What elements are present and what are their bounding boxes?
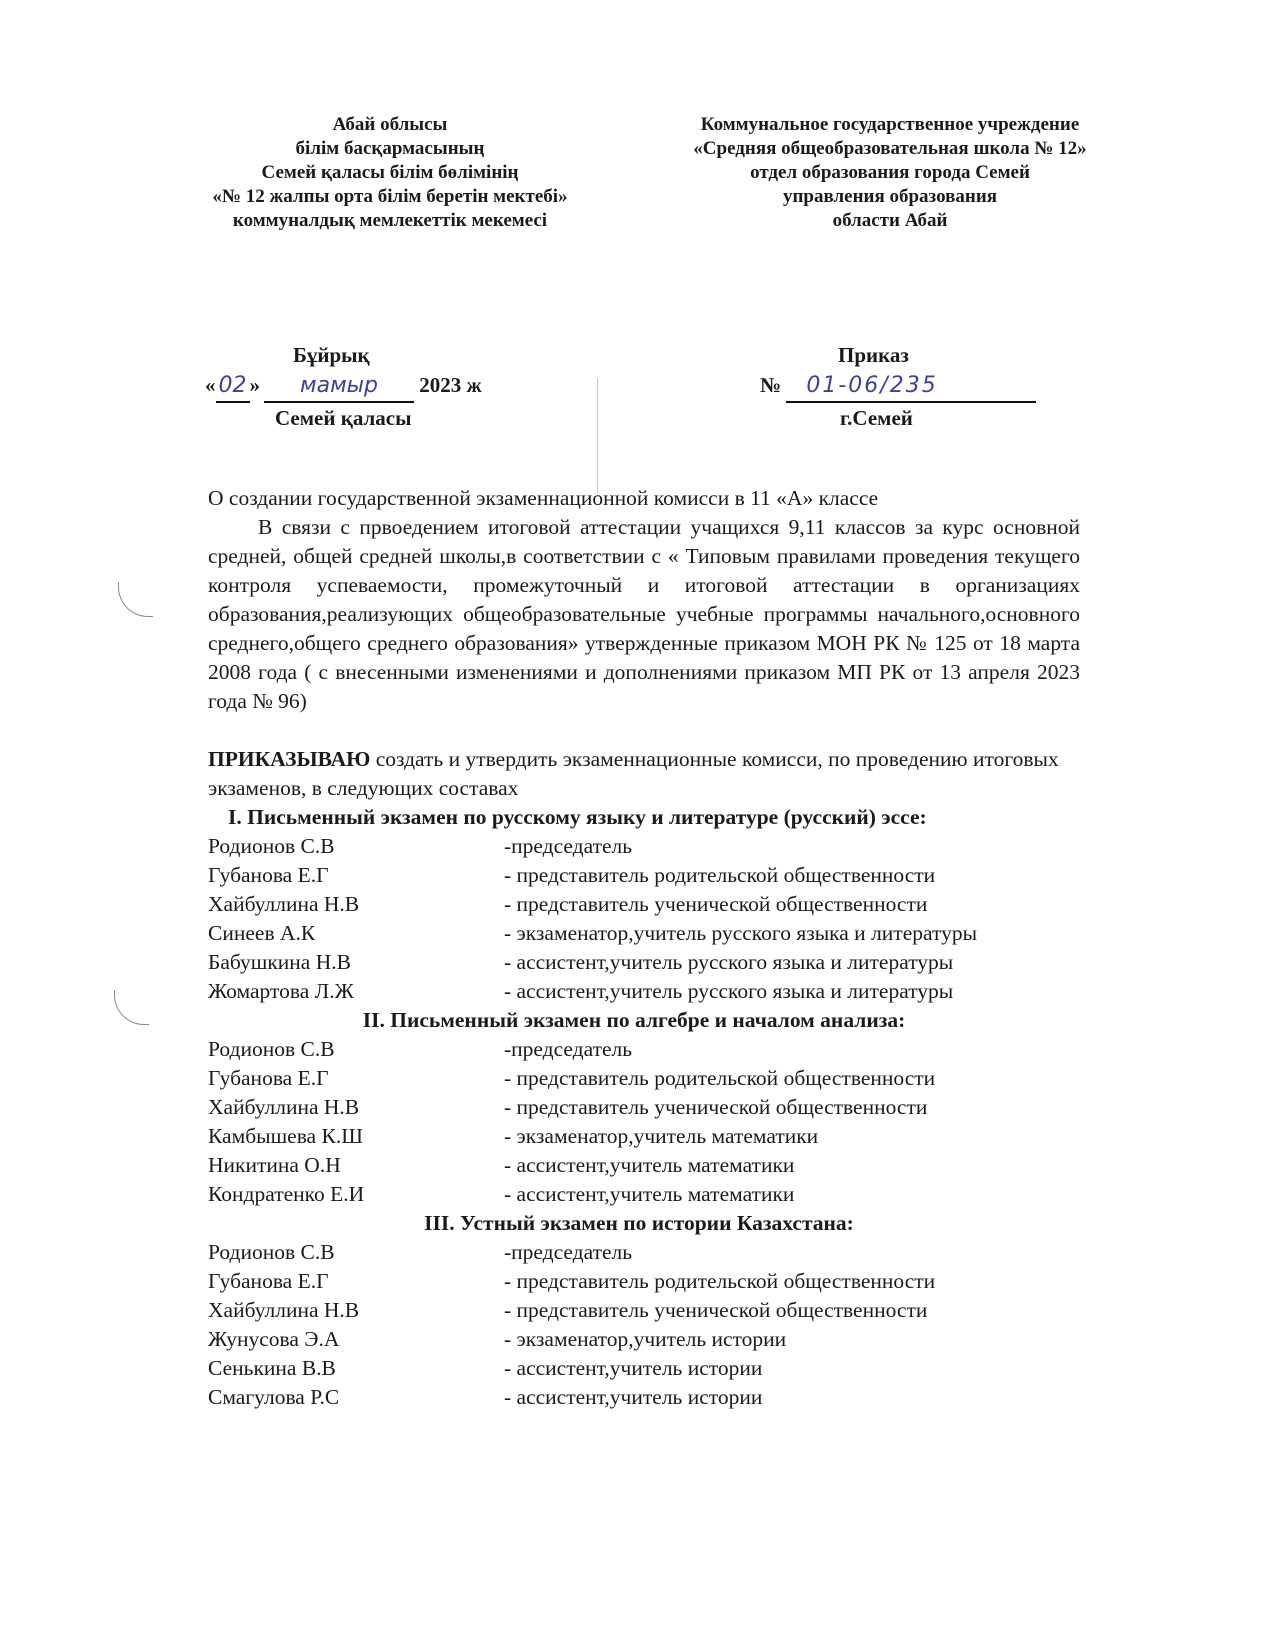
member-role: - представитель ученической общественности [504,1095,928,1119]
header-line: управления образования [782,186,998,207]
header-line: Семей қаласы білім бөлімінің [261,162,519,183]
member-name: Хайбуллина Н.В [208,1095,360,1119]
document-body [208,484,1080,1412]
section-title-russian-exam: I. Письменный экзамен по русскому языку и литературе (русский) эссе: [228,805,927,829]
date-open-quote: « [205,373,216,397]
member-role: - ассистент,учитель математики [504,1153,795,1177]
member-name: Никитина О.Н [208,1153,341,1177]
member-role: -председатель [504,834,633,858]
header-line: коммуналдық мемлекеттік мекемесі [232,210,548,231]
member-name: Сенькина В.В [208,1356,336,1380]
scan-fold-line [597,378,598,493]
member-name: Родионов С.В [208,1240,335,1264]
number-label: № [760,373,782,397]
header-russian [640,113,1140,233]
member-role: -председатель [504,1037,633,1061]
member-name: Жунусова Э.А [208,1327,340,1351]
list-item [208,1296,1080,1325]
header-line: Коммунальное государственное учреждение [700,114,1080,135]
header-line: области Абай [832,210,948,231]
member-name: Синеев А.К [208,921,316,945]
list-item [208,832,1080,861]
punch-hole-mark [114,990,149,1025]
member-role: - представитель ученической общественности [504,1298,928,1322]
commission-list-russian [208,832,1080,1006]
list-item [208,977,1080,1006]
header-line: «№ 12 жалпы орта білім беретін мектебі» [212,186,568,207]
member-role: - ассистент,учитель истории [504,1385,763,1409]
member-name: Губанова Е.Г [208,863,329,887]
list-item [208,1267,1080,1296]
member-role: - представитель родительской общественности [504,1269,936,1293]
member-role: - экзаменатор,учитель истории [504,1327,787,1351]
list-item [208,861,1080,890]
list-item [208,890,1080,919]
member-name: Камбышева К.Ш [208,1124,363,1148]
member-role: - представитель родительской общественности [504,1066,936,1090]
member-role: - ассистент,учитель истории [504,1356,763,1380]
list-item [208,919,1080,948]
member-role: - ассистент,учитель математики [504,1182,795,1206]
order-keyword: ПРИКАЗЫВАЮ [208,747,371,771]
order-statement-text: создать и утвердить экзаменнационные комисси, по проведению итоговых экзаменов, в следующих составах [208,747,1059,800]
list-item [208,948,1080,977]
list-item [208,1383,1080,1412]
punch-hole-mark [118,582,153,617]
member-role: - представитель ученической общественности [504,892,928,916]
order-city-kazakh: Семей қаласы [275,406,412,430]
member-name: Родионов С.В [208,1037,335,1061]
header-line: «Средняя общеобразовательная школа № 12» [693,138,1087,159]
list-item [208,1238,1080,1267]
handwritten-order-number: 01-06/235 [786,371,1036,403]
header-kazakh [150,113,630,233]
member-name: Родионов С.В [208,834,335,858]
member-role: - ассистент,учитель русского языка и литературы [504,979,954,1003]
header-line: білім басқармасының [295,138,485,159]
handwritten-month: мамыр [264,371,414,403]
order-date [205,370,545,403]
date-year: 2023 ж [419,373,482,397]
preamble-paragraph: В связи с првоедением итоговой аттестации учащихся 9,11 классов за курс основной средней, общей средней школы,в соответствии с « Типовым правилами проведения текущего контроля успеваемости, промежуточный и итоговой аттестации в организациях образования,реализующих общеобразовательные учебные программы начального,основного среднего,общего среднего образования» утвержденные приказом МОН РК № 125 от 18 марта 2008 года ( с внесенными изменениями и дополнениями приказом МП РК от 13 апреля 2023 года № 96) [208,515,1080,713]
list-item [208,1064,1080,1093]
order-city-russian: г.Семей [840,406,913,430]
order-block-russian [760,340,1060,433]
list-item [208,1122,1080,1151]
commission-list-algebra [208,1035,1080,1209]
order-number [760,370,1060,403]
member-name: Хайбуллина Н.В [208,892,360,916]
order-statement [208,745,1080,803]
member-name: Жомартова Л.Ж [208,979,354,1003]
handwritten-day: 02 [216,371,250,403]
member-role: - представитель родительской общественности [504,863,936,887]
member-role: - ассистент,учитель русского языка и литературы [504,950,954,974]
list-item [208,1151,1080,1180]
member-name: Губанова Е.Г [208,1269,329,1293]
order-subject: О создании государственной экзаменнационной комисси в 11 «А» классе [208,486,879,510]
list-item [208,1325,1080,1354]
spacer [208,716,1080,745]
member-name: Смагулова Р.С [208,1385,340,1409]
header-line: отдел образования города Семей [750,162,1030,183]
order-title-russian: Приказ [838,343,909,367]
member-role: - экзаменатор,учитель математики [504,1124,819,1148]
list-item [208,1180,1080,1209]
member-name: Хайбуллина Н.В [208,1298,360,1322]
date-close-quote: » [249,373,260,397]
member-name: Губанова Е.Г [208,1066,329,1090]
list-item [208,1035,1080,1064]
order-block-kazakh [205,340,545,433]
section-title-algebra-exam: II. Письменный экзамен по алгебре и началом анализа: [362,1008,906,1032]
list-item [208,1093,1080,1122]
header-line: Абай облысы [332,114,448,135]
member-name: Кондратенко Е.И [208,1182,365,1206]
member-role: -председатель [504,1240,633,1264]
commission-list-history [208,1238,1080,1412]
order-title-kazakh: Бұйрық [293,343,370,367]
list-item [208,1354,1080,1383]
member-name: Бабушкина Н.В [208,950,351,974]
section-title-history-exam: III. Устный экзамен по истории Казахстана: [424,1211,854,1235]
member-role: - экзаменатор,учитель русского языка и литературы [504,921,978,945]
